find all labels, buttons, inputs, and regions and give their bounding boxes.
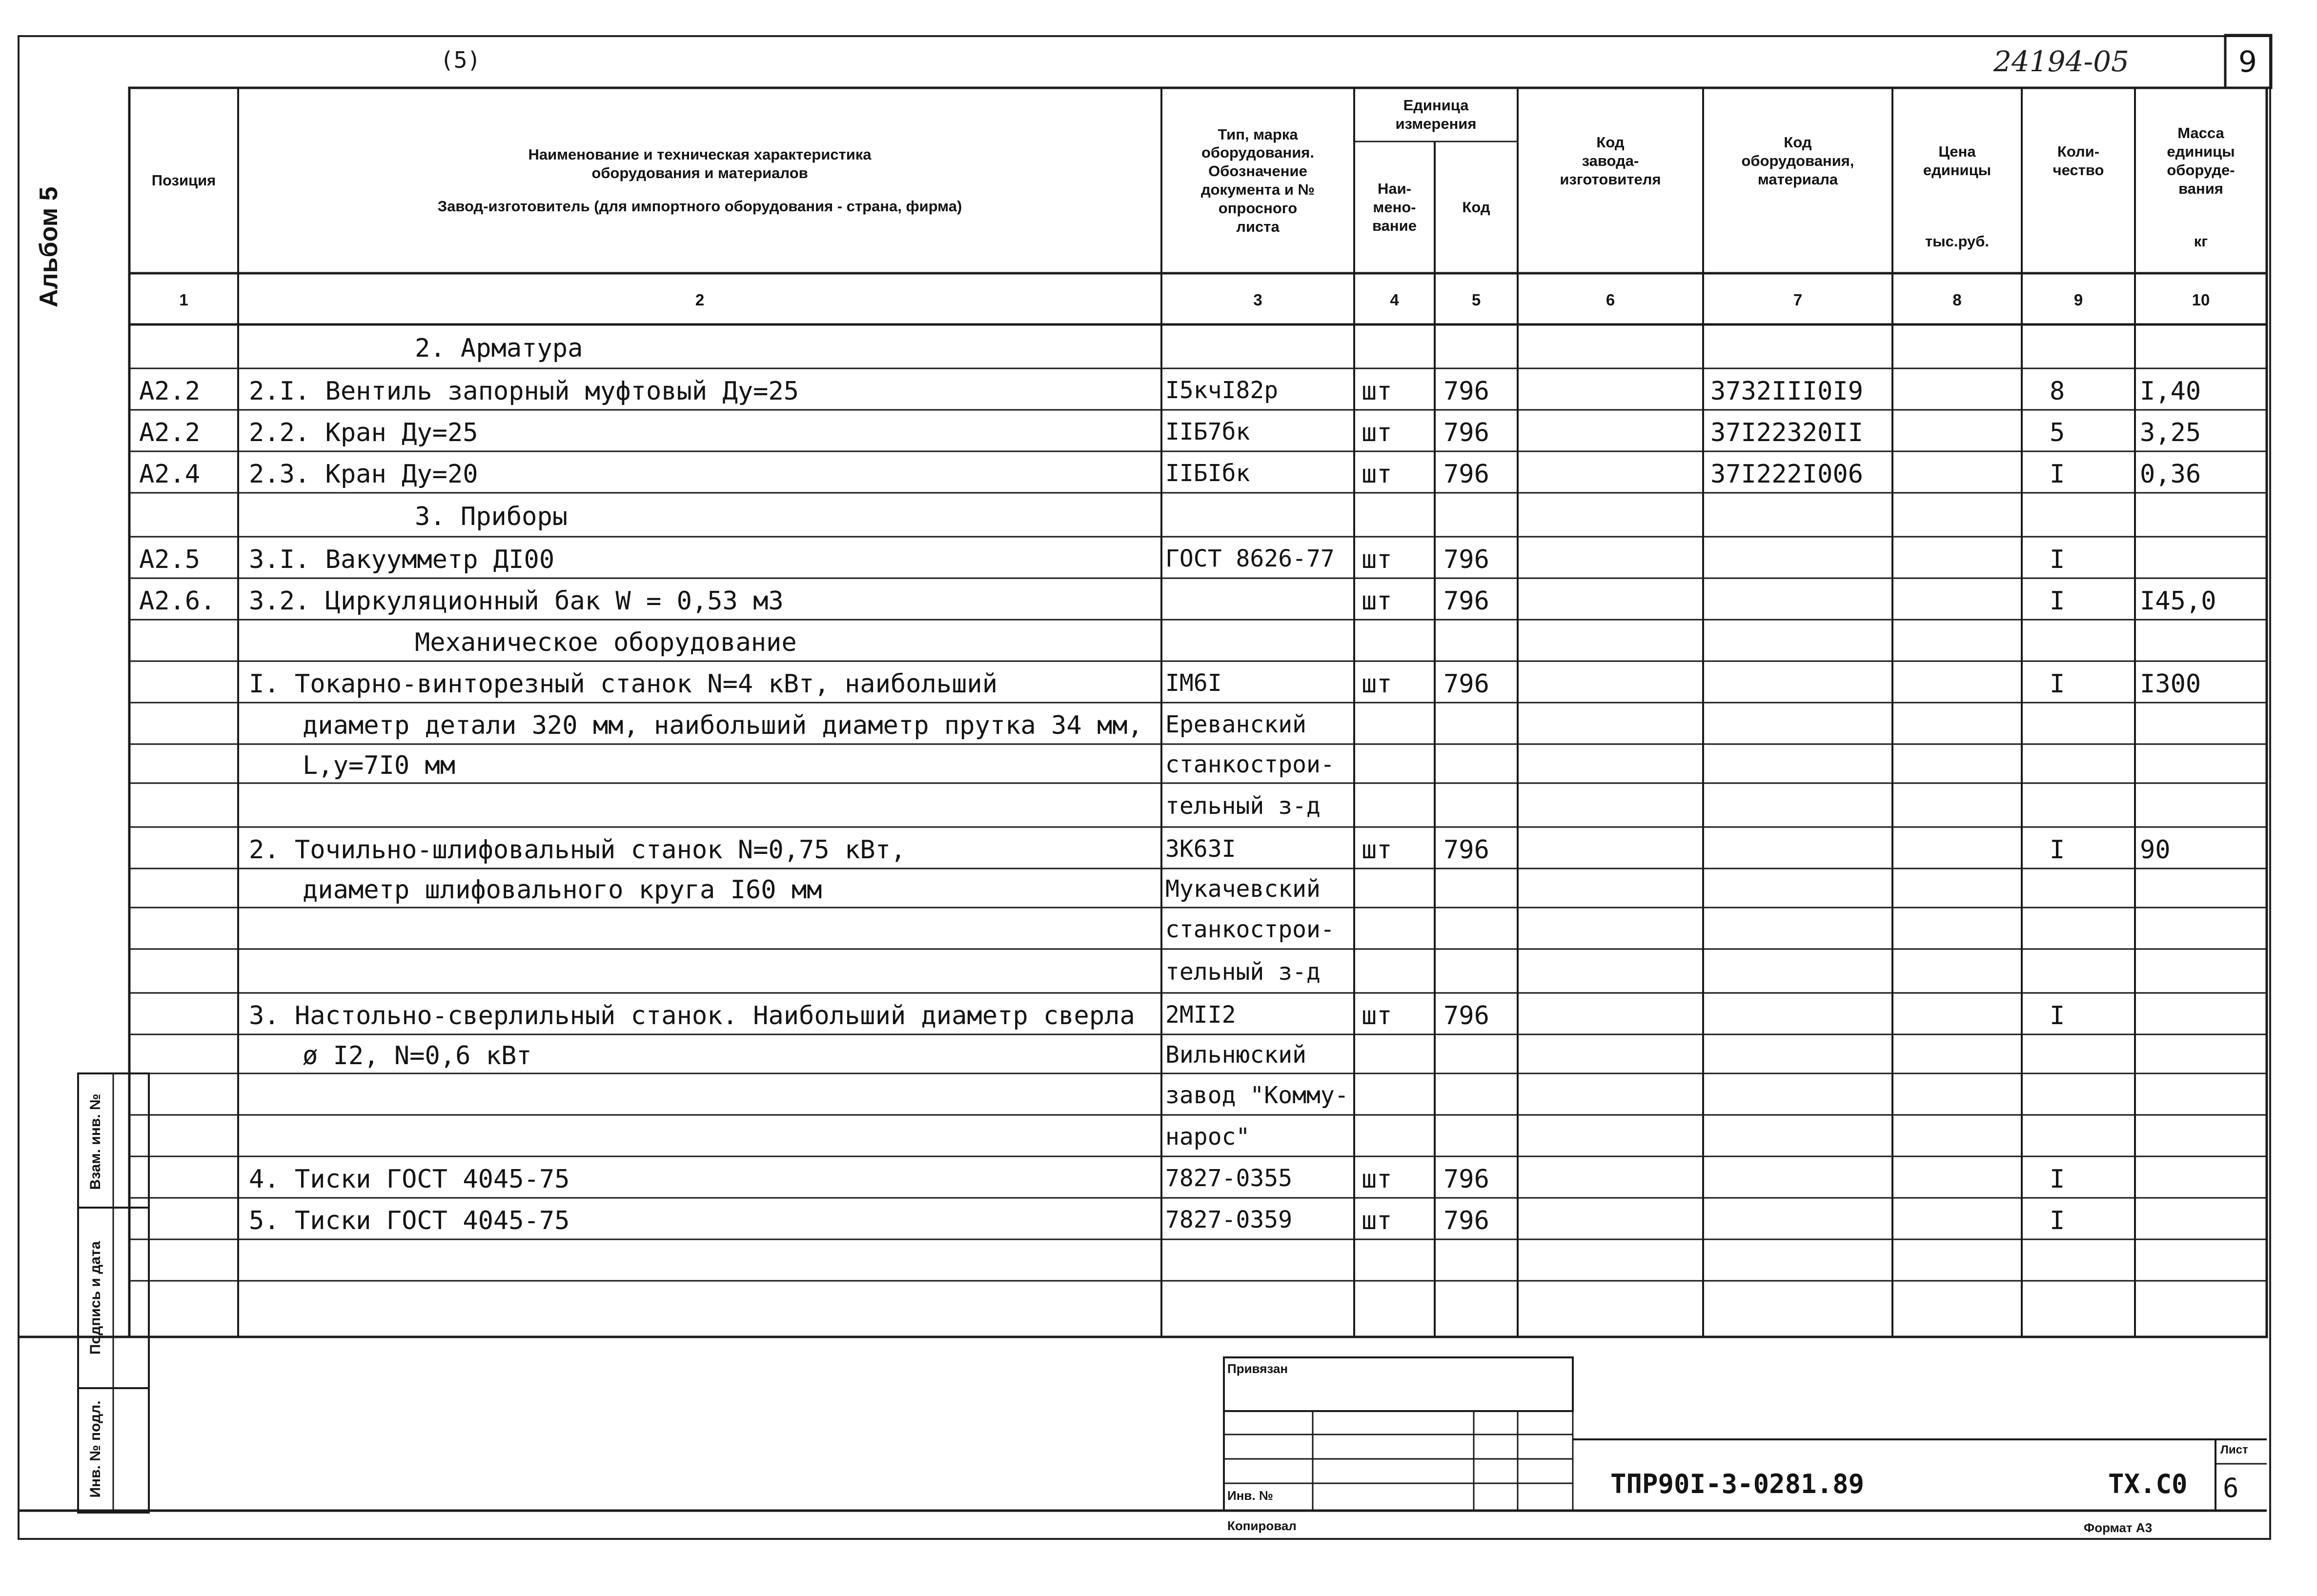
column-number: 1 bbox=[179, 291, 188, 309]
sheet-value: 6 bbox=[2223, 1473, 2239, 1503]
header-mass bbox=[2135, 88, 2267, 234]
header-quantity bbox=[2022, 88, 2135, 234]
header-line: мено- bbox=[1373, 199, 1416, 216]
column-number: 7 bbox=[1793, 291, 1803, 309]
name-cell: 3. Настольно-сверлильный станок. Наибольший диаметр сверла bbox=[249, 1001, 1135, 1030]
unit-code-cell: 796 bbox=[1443, 545, 1489, 574]
unit-name-cell: шт bbox=[1362, 669, 1392, 699]
item-code-cell: 37I22320II bbox=[1710, 418, 1864, 447]
name-cell: 3. Приборы bbox=[415, 502, 568, 531]
unit-code-cell: 796 bbox=[1443, 835, 1489, 865]
position-cell: А2.4 bbox=[139, 459, 201, 489]
name-cell: диаметр детали 320 мм, наибольший диаметр прутка 34 мм, bbox=[303, 710, 1143, 740]
registration-number: 24194-05 bbox=[1993, 45, 2129, 78]
header-line: Коли- bbox=[2057, 143, 2100, 161]
document-code: ТПР90I-3-0281.89 bbox=[1610, 1469, 1865, 1499]
type-cell: Вильнюский bbox=[1165, 1041, 1306, 1069]
type-cell: станкострои- bbox=[1165, 915, 1335, 943]
type-cell: завод "Комму- bbox=[1165, 1081, 1349, 1109]
name-cell: Механическое оборудование bbox=[415, 627, 797, 657]
header-line: вание bbox=[1372, 217, 1417, 234]
header-position: Позиция bbox=[151, 172, 216, 189]
header-line: листа bbox=[1236, 218, 1280, 235]
unit-code-cell: 796 bbox=[1443, 459, 1489, 489]
bound-label: Привязан bbox=[1227, 1361, 1288, 1376]
header-line: изготовителя bbox=[1560, 170, 1661, 188]
type-cell: 7827-0355 bbox=[1165, 1164, 1293, 1192]
unit-name-cell: шт bbox=[1362, 1164, 1392, 1194]
header-line: измерения bbox=[1395, 115, 1477, 132]
position-cell: А2.2 bbox=[139, 376, 201, 406]
name-cell: 2.3. Кран Ду=20 bbox=[249, 459, 478, 489]
quantity-cell: I bbox=[2050, 669, 2065, 699]
unit-code-cell: 796 bbox=[1443, 1001, 1489, 1030]
mass-cell: I,40 bbox=[2140, 376, 2201, 406]
header-line: чество bbox=[2053, 162, 2104, 179]
unit-code-cell: 796 bbox=[1443, 1164, 1489, 1194]
name-cell: 2.2. Кран Ду=25 bbox=[249, 418, 478, 447]
unit-name-cell: шт bbox=[1362, 1206, 1392, 1235]
unit-code-cell: 796 bbox=[1443, 1206, 1489, 1235]
unit-code-cell: 796 bbox=[1443, 586, 1489, 616]
unit-name-cell: шт bbox=[1362, 586, 1392, 616]
header-unit-group bbox=[1354, 88, 1518, 141]
header-line: единицы bbox=[1923, 162, 1992, 179]
mass-cell: 0,36 bbox=[2140, 459, 2201, 489]
header-unit-code: Код bbox=[1462, 199, 1490, 216]
unit-name-cell: шт bbox=[1362, 376, 1392, 406]
header-factory-code bbox=[1518, 88, 1703, 234]
stamp-original-inv: Инв. № подл. bbox=[87, 1400, 103, 1498]
name-cell: 2.I. Вентиль запорный муфтовый Ду=25 bbox=[249, 376, 799, 406]
type-cell: станкострои- bbox=[1165, 751, 1335, 778]
header-line: Тип, марка bbox=[1218, 125, 1298, 143]
header-line: Наи- bbox=[1377, 180, 1411, 198]
header-line: опросного bbox=[1218, 199, 1298, 217]
header-line: документа и № bbox=[1200, 181, 1315, 198]
header-line: завода- bbox=[1582, 152, 1639, 170]
name-cell: 2. Арматура bbox=[415, 334, 583, 363]
header-price-unit: тыс.руб. bbox=[1925, 233, 1990, 250]
document-section: ТХ.С0 bbox=[2108, 1469, 2188, 1499]
mass-cell: I45,0 bbox=[2140, 586, 2216, 616]
header-line: Масса bbox=[2177, 124, 2224, 142]
position-cell: А2.2 bbox=[139, 418, 201, 447]
name-cell: диаметр шлифовального круга I60 мм bbox=[303, 875, 822, 905]
header-line: Единица bbox=[1403, 97, 1469, 114]
mass-cell: I300 bbox=[2140, 669, 2201, 699]
header-line: оборудования. bbox=[1201, 144, 1314, 162]
column-number: 5 bbox=[1471, 291, 1481, 309]
header-item-code bbox=[1703, 88, 1892, 234]
header-line: вания bbox=[2178, 180, 2223, 197]
header-line: оборудования, bbox=[1741, 152, 1854, 170]
sheet-label: Лист bbox=[2220, 1443, 2248, 1456]
page-number-top: (5) bbox=[440, 47, 481, 73]
inv-label: Инв. № bbox=[1227, 1488, 1273, 1503]
header-type bbox=[1161, 88, 1354, 273]
type-cell: Мукачевский bbox=[1165, 875, 1321, 903]
unit-name-cell: шт bbox=[1362, 835, 1392, 865]
name-cell: 2. Точильно-шлифовальный станок N=0,75 кВт, bbox=[249, 835, 906, 865]
unit-name-cell: шт bbox=[1362, 418, 1392, 447]
type-cell: I5кчI82р bbox=[1165, 376, 1279, 404]
quantity-cell: I bbox=[2050, 1001, 2065, 1030]
quantity-cell: I bbox=[2050, 835, 2065, 865]
quantity-cell: I bbox=[2050, 586, 2065, 616]
unit-code-cell: 796 bbox=[1443, 418, 1489, 447]
unit-code-cell: 796 bbox=[1443, 669, 1489, 699]
type-cell: IIБ7бк bbox=[1165, 418, 1250, 445]
name-cell: 3.I. Вакуумметр ДI00 bbox=[249, 545, 555, 574]
mass-cell: 3,25 bbox=[2140, 418, 2201, 447]
unit-name-cell: шт bbox=[1362, 1001, 1392, 1030]
column-number: 6 bbox=[1606, 291, 1615, 309]
unit-code-cell: 796 bbox=[1443, 376, 1489, 406]
name-cell: L,у=7I0 мм bbox=[303, 751, 456, 780]
mass-cell: 90 bbox=[2140, 835, 2171, 865]
name-cell: ø I2, N=0,6 кВт bbox=[303, 1041, 532, 1071]
type-cell: Ереванский bbox=[1165, 710, 1306, 738]
album-label: Альбом 5 bbox=[35, 186, 63, 307]
type-cell: 3К63I bbox=[1165, 835, 1236, 863]
column-number: 4 bbox=[1390, 291, 1399, 309]
header-line: материала bbox=[1757, 170, 1838, 188]
item-code-cell: 37I222I006 bbox=[1710, 459, 1864, 489]
unit-name-cell: шт bbox=[1362, 459, 1392, 489]
header-name: Наименование и техническая характеристика оборудования и материалов Завод-изготовитель (для импортного оборудования - страна, фирма) bbox=[437, 146, 962, 215]
name-cell: 5. Тиски ГОСТ 4045-75 bbox=[249, 1206, 570, 1235]
quantity-cell: I bbox=[2050, 1206, 2065, 1235]
type-cell: тельный з-д bbox=[1165, 792, 1321, 820]
position-cell: А2.6. bbox=[139, 586, 216, 616]
type-cell: ГОСТ 8626-77 bbox=[1165, 545, 1335, 572]
header-line: Код bbox=[1596, 134, 1625, 151]
stamp-replaced-inv: Взам. инв. № bbox=[87, 1093, 103, 1190]
header-line: оборуде- bbox=[2167, 162, 2235, 179]
header-mass-unit: кг bbox=[2194, 233, 2208, 250]
header-line: Цена bbox=[1938, 143, 1976, 161]
type-cell: IМ6I bbox=[1165, 669, 1222, 697]
name-cell: I. Токарно-винторезный станок N=4 кВт, наибольший bbox=[249, 669, 998, 699]
format-label: Формат А3 bbox=[2084, 1520, 2153, 1535]
type-cell: 7827-0359 bbox=[1165, 1206, 1293, 1233]
quantity-cell: I bbox=[2050, 459, 2065, 489]
column-number: 3 bbox=[1253, 291, 1262, 309]
item-code-cell: 3732III0I9 bbox=[1710, 376, 1864, 406]
type-cell: нарос" bbox=[1165, 1123, 1250, 1151]
column-number: 10 bbox=[2192, 291, 2210, 309]
quantity-cell: I bbox=[2050, 545, 2065, 574]
column-number: 2 bbox=[695, 291, 705, 309]
column-number: 8 bbox=[1952, 291, 1962, 309]
position-cell: А2.5 bbox=[139, 545, 201, 574]
type-cell: IIБIбк bbox=[1165, 459, 1250, 487]
stamp-signature-date: Подпись и дата bbox=[87, 1241, 103, 1355]
header-unit-name bbox=[1354, 141, 1435, 273]
header-line: Код bbox=[1784, 134, 1812, 151]
corner-sheet-number: 9 bbox=[2238, 45, 2257, 79]
header-line: Обозначение bbox=[1208, 162, 1307, 180]
column-number: 9 bbox=[2073, 291, 2083, 309]
name-cell: 4. Тиски ГОСТ 4045-75 bbox=[249, 1164, 570, 1194]
header-line: единицы bbox=[2167, 143, 2235, 161]
quantity-cell: 8 bbox=[2050, 376, 2065, 406]
quantity-cell: I bbox=[2050, 1164, 2065, 1194]
type-cell: 2МII2 bbox=[1165, 1001, 1236, 1029]
quantity-cell: 5 bbox=[2050, 418, 2065, 447]
copied-label: Копировал bbox=[1227, 1518, 1297, 1533]
name-cell: 3.2. Циркуляционный бак W = 0,53 м3 bbox=[249, 586, 784, 616]
unit-name-cell: шт bbox=[1362, 545, 1392, 574]
header-price bbox=[1892, 88, 2022, 234]
type-cell: тельный з-д bbox=[1165, 958, 1321, 986]
